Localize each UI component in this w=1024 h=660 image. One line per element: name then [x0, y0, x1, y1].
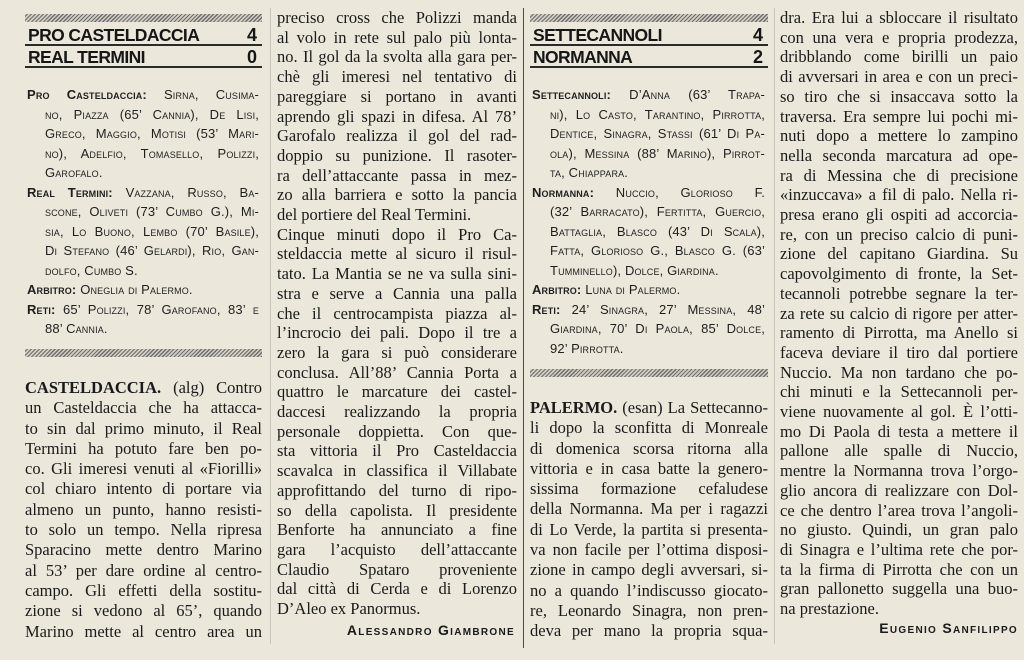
body-line	[780, 126, 1018, 146]
body-text: Claudio Spataro proveniente	[277, 559, 517, 579]
body-text: «inzuccava» a fil di palo. Nella ri-	[780, 185, 1018, 205]
lineup-text: Vazzana, Russo, Ba-	[125, 184, 259, 200]
body-text: ta la firma di Pirrotta che con un	[780, 559, 1018, 579]
lineup-text: Giardina, 70’ Di Paola, 85’ Dolce,	[550, 321, 765, 336]
lineup-line	[27, 124, 259, 144]
body-text: di Lo Verde, la partita si presenta-	[530, 519, 768, 539]
lineup-text: no, Piazza (65’ Cannia), De Lisi,	[45, 106, 259, 122]
body-text: ce che dentro l’area trova l’angoli-	[780, 500, 1018, 520]
body-line	[780, 264, 1018, 284]
match-lineup	[532, 85, 765, 358]
article-body-column	[25, 378, 262, 642]
body-line	[780, 579, 1018, 599]
body-text: col chiaro intento di portare via	[25, 479, 262, 499]
body-text: della Normanna. Ma per i ragazzi	[530, 499, 768, 519]
team-name: NORMANNA	[533, 47, 633, 67]
body-line	[530, 479, 768, 499]
body-text: Sparacino mette dentro Marino	[25, 540, 262, 560]
body-line	[530, 621, 768, 641]
body-text: pareggiare si portano in avanti	[277, 86, 517, 106]
body-text: Marino mette al centro area un	[25, 621, 262, 641]
body-text: zione si vedono al 65’, quando	[25, 601, 262, 621]
body-line	[780, 146, 1018, 166]
hatched-rule	[25, 14, 262, 22]
lineup-line	[532, 241, 765, 261]
lineup-label: Pro Casteldaccia:	[27, 87, 147, 102]
lineup-label: Arbitro:	[532, 282, 582, 297]
body-text: dribblando come birilli un paio	[780, 47, 1018, 67]
body-line	[780, 205, 1018, 225]
body-line	[780, 481, 1018, 501]
lineup-text: 65’ Polizzi, 78’ Garofano, 83’ e	[62, 301, 259, 317]
body-line	[780, 107, 1018, 127]
body-line	[277, 185, 517, 205]
team-score: 4	[246, 25, 257, 45]
body-text: to sin dal primo minuto, il Real	[25, 418, 262, 438]
body-line	[530, 439, 768, 459]
lineup-paragraph	[27, 183, 259, 281]
body-text: presa erano gli ospiti ad accorcia-	[780, 205, 1018, 225]
body-text: mo Di Paola di testa a mettere il	[780, 421, 1018, 441]
body-text: D’Aleo ex Panormus.	[277, 599, 421, 619]
body-text: Cinque minuti dopo il Pro Ca-	[277, 224, 517, 244]
body-text: so tiro che si insaccava sotto la	[780, 86, 1018, 106]
body-text: li dopo la sconfitta di Monreale	[530, 418, 768, 438]
lineup-text: Sirna, Cusima-	[163, 87, 260, 102]
body-line	[530, 398, 768, 418]
body-line	[780, 244, 1018, 264]
body-line	[277, 107, 517, 127]
article-body-column	[277, 8, 517, 619]
lineup-line	[532, 339, 765, 359]
body-line	[277, 363, 517, 383]
lineup-text: Nuccio, Glorioso F.	[615, 184, 765, 200]
lineup-line	[27, 319, 259, 339]
team-row-away	[25, 47, 262, 68]
lineup-text: Tumminello), Dolce, Giardina.	[550, 262, 719, 278]
team-name: PRO CASTELDACCIA	[28, 25, 200, 45]
body-line	[277, 579, 517, 599]
body-text: sissima formazione cefaludese	[530, 479, 768, 499]
lineup-line	[27, 85, 259, 105]
lineup-paragraph	[532, 85, 765, 183]
lineup-text: Luna di Palermo.	[585, 282, 681, 297]
lineup-paragraph	[532, 183, 765, 281]
lineup-line	[27, 105, 259, 125]
body-text: l’incrocio dei pali. Dopo il tre a	[277, 323, 517, 343]
lineup-label: Arbitro:	[27, 282, 77, 297]
body-text: co. Gli imeresi venuti al «Fiorilli»	[25, 459, 262, 479]
lineup-line	[532, 222, 765, 242]
body-text: so della capolista. Il presidente	[277, 500, 517, 520]
body-line	[780, 363, 1018, 383]
body-line	[780, 461, 1018, 481]
body-text: stra e serve a Cannia una palla	[277, 283, 517, 303]
lineup-text: Oneglia di Palermo.	[80, 282, 193, 297]
body-text: no. Il gol da la svolta alla gara per-	[277, 47, 517, 67]
body-line	[277, 599, 517, 619]
body-line	[530, 520, 768, 540]
lineup-paragraph	[27, 300, 259, 339]
body-text: doppio su punizione. Il rasoter-	[277, 145, 517, 165]
body-line	[277, 481, 517, 501]
body-text: almeno un punto, hanno resisti-	[25, 499, 262, 519]
lineup-line	[532, 163, 765, 183]
body-text: campo. Gli effetti della sostitu-	[25, 580, 262, 600]
body-line	[25, 601, 262, 621]
body-line	[25, 398, 262, 418]
body-line	[530, 581, 768, 601]
body-text: quattro le marcature dei castel-	[277, 382, 517, 402]
body-text: aprendo gli spazi in difesa. Al 78’	[277, 106, 517, 126]
body-line	[780, 284, 1018, 304]
body-text: al 53’ per dare ordine al centro-	[25, 560, 262, 580]
body-text: conclusa. All’88’ Cannia Porta a	[277, 362, 517, 382]
body-text: steldaccia mette al sicuro il risul-	[277, 244, 517, 264]
body-line	[780, 8, 1018, 28]
body-text: di avversari in area e con un preci-	[780, 67, 1018, 87]
lineup-line	[27, 183, 259, 203]
body-text: dal città di Cerda e di Lorenzo	[277, 579, 517, 599]
body-text: nella seconda marcatura ad ope-	[780, 145, 1018, 165]
body-text: chi minuti e la Settecannoli per-	[780, 382, 1018, 402]
body-text: zione in campo degli avversari, si-	[530, 560, 768, 580]
body-line	[780, 28, 1018, 48]
body-text: Termini ha potuto fare ben po-	[25, 438, 262, 458]
lineup-line	[532, 261, 765, 281]
lineup-text: Battaglia, Blasco (43’ Di Scala),	[550, 223, 765, 239]
match-lineup	[27, 85, 259, 339]
lineup-text: ola), Messina (88’ Marino), Pirrot-	[550, 145, 765, 161]
body-line	[530, 560, 768, 580]
body-line	[25, 622, 262, 642]
lineup-line	[532, 85, 765, 105]
team-score: 0	[246, 47, 257, 67]
body-text: deva per mano la propria squa-	[530, 621, 768, 641]
lineup-label: Settecannoli:	[532, 87, 611, 102]
body-text: ramento di Pirrotta, ma Anello si	[780, 323, 1018, 343]
body-text: scavalca in classifica il Villabate	[277, 461, 517, 481]
body-line	[277, 8, 517, 28]
body-text: to solo un tempo. Nella ripresa	[25, 520, 262, 540]
body-line	[780, 560, 1018, 580]
lineup-line	[27, 144, 259, 164]
body-text: di Sinagra e l’ultima rete che por-	[780, 539, 1018, 559]
lineup-line	[27, 300, 259, 320]
body-line	[277, 205, 517, 225]
body-text: zione del capitano Giardina. Su	[780, 244, 1018, 264]
lineup-label: Reti:	[532, 301, 561, 317]
hatched-rule	[25, 349, 262, 357]
body-text: di domenica scorsa ritorna alla	[530, 438, 768, 458]
body-text: zero la gara si può considerare	[277, 342, 517, 362]
article-body-column	[530, 398, 768, 642]
body-text: Garofalo realizza il gol del rad-	[277, 126, 517, 146]
body-text: capovolgimento di fronte, la Set-	[780, 264, 1018, 284]
body-line	[780, 402, 1018, 422]
body-line	[277, 47, 517, 67]
lineup-paragraph	[532, 280, 765, 300]
body-line	[780, 540, 1018, 560]
body-line	[25, 561, 262, 581]
body-line	[530, 601, 768, 621]
body-line	[780, 501, 1018, 521]
lineup-line	[532, 280, 765, 300]
lineup-line	[27, 222, 259, 242]
lineup-text: ni), Lo Casto, Tarantino, Pirrotta,	[550, 106, 765, 122]
lineup-text: (32’ Barracato), Fertitta, Guercio,	[550, 204, 765, 219]
body-line	[780, 323, 1018, 343]
body-text: preciso cross che Polizzi manda	[277, 8, 517, 27]
team-row-home	[530, 25, 768, 46]
body-text: gran pallonetto suggella una buo-	[780, 579, 1018, 599]
lineup-text: 88’ Cannia.	[45, 321, 108, 336]
body-text: traversa. Era sempre lui pochi mi-	[780, 106, 1018, 126]
body-text: ra di Messina che di precisione	[780, 165, 1018, 185]
body-text: re, con un preciso calcio di puni-	[780, 224, 1018, 244]
lineup-label: Reti:	[27, 301, 56, 317]
body-line	[780, 520, 1018, 540]
lineup-line	[532, 144, 765, 164]
body-line	[780, 343, 1018, 363]
body-line	[277, 560, 517, 580]
body-text: con una vera e propria prodezza,	[780, 27, 1018, 47]
body-line	[277, 304, 517, 324]
lineup-text: no), Adelfio, Tomasello, Polizzi,	[45, 145, 259, 161]
article-body-column	[780, 8, 1018, 619]
lineup-line	[532, 105, 765, 125]
lineup-line	[27, 163, 259, 183]
body-text: vittoria e in casa batte la genero-	[530, 458, 768, 478]
lineup-label: Normanna:	[532, 184, 595, 200]
body-line	[277, 264, 517, 284]
body-line	[530, 540, 768, 560]
body-text: faceva deviare il tiro dal portiere	[780, 342, 1018, 362]
body-line	[780, 47, 1018, 67]
lineup-text: D’Anna (63’ Trapa-	[629, 87, 766, 102]
body-text: un Casteldaccia che ha attacca-	[25, 398, 262, 418]
body-line	[780, 422, 1018, 442]
body-text: (esan) La Settecanno-	[622, 398, 769, 417]
body-line	[277, 343, 517, 363]
body-line	[530, 499, 768, 519]
author-byline: Alessandro Giambrone	[346, 622, 515, 638]
body-line	[277, 441, 517, 461]
body-text: viene nuovamente al gol. È l’otti-	[780, 402, 1018, 422]
author-byline: Eugenio Sanfilippo	[879, 620, 1018, 636]
lineup-line	[27, 241, 259, 261]
dateline: PALERMO.	[530, 398, 618, 417]
body-line	[25, 520, 262, 540]
team-score: 4	[752, 25, 763, 45]
body-text: al volo in rete sul palo più lonta-	[277, 27, 517, 47]
body-line	[277, 402, 517, 422]
lineup-text: Greco, Maggio, Motisi (53’ Mari-	[45, 126, 259, 141]
body-line	[780, 87, 1018, 107]
body-line	[780, 382, 1018, 402]
body-line	[530, 459, 768, 479]
body-text: no a quando l’indiscusso giocato-	[530, 580, 768, 600]
column-rule	[270, 8, 271, 644]
body-text: approfittando del turno di ripo-	[277, 480, 517, 500]
body-line	[780, 304, 1018, 324]
team-row-away	[530, 47, 768, 68]
dateline: CASTELDACCIA.	[25, 378, 162, 397]
body-text: personale doppietta. Con que-	[277, 421, 517, 441]
body-text: daccesi realizzando la propria	[277, 402, 517, 422]
column-rule	[523, 8, 524, 648]
lineup-text: scone, Oliveti (73’ Cumbo G.), Mi-	[45, 204, 259, 219]
lineup-line	[532, 319, 765, 339]
hatched-rule	[530, 14, 768, 22]
body-text: ra dell’attaccante passa in mez-	[277, 165, 517, 185]
body-text: Nuccio. Ma non tardano che po-	[780, 362, 1018, 382]
lineup-text: Di Stefano (46’ Gelardi), Rio, Gan-	[45, 243, 259, 258]
body-line	[780, 166, 1018, 186]
lineup-text: 24’ Sinagra, 27’ Messina, 48’	[571, 301, 765, 317]
body-line	[780, 67, 1018, 87]
body-line	[277, 146, 517, 166]
body-line	[25, 439, 262, 459]
lineup-paragraph	[27, 85, 259, 183]
team-name: SETTECANNOLI	[533, 25, 662, 45]
lineup-paragraph	[27, 280, 259, 300]
body-line	[277, 244, 517, 264]
lineup-text: dolfo, Cumbo S.	[45, 262, 138, 278]
body-line	[780, 225, 1018, 245]
lineup-text: Garofalo.	[45, 165, 103, 180]
body-line	[530, 418, 768, 438]
team-row-home	[25, 25, 262, 46]
body-line	[25, 479, 262, 499]
body-line	[780, 599, 1018, 619]
body-text: sta vittoria il Pro Casteldaccia	[277, 441, 517, 461]
body-line	[277, 520, 517, 540]
body-line	[25, 540, 262, 560]
body-line	[277, 225, 517, 245]
body-text: na prestazione.	[780, 599, 879, 619]
body-line	[25, 581, 262, 601]
lineup-text: ta, Chiappara.	[550, 165, 629, 180]
body-line	[277, 67, 517, 87]
body-text: glio ancora di realizzare con Dol-	[780, 480, 1018, 500]
body-line	[277, 87, 517, 107]
body-line	[277, 126, 517, 146]
lineup-text: sia, Lo Buono, Lembo (70’ Basile),	[45, 223, 259, 239]
team-score: 2	[752, 47, 763, 67]
body-text: gara l’acquisto dell’attaccante	[277, 539, 517, 559]
body-text: tato. La Mantia se ne va sulla sini-	[277, 264, 517, 284]
body-text: nuti dopo a mettere lo zampino	[780, 126, 1018, 146]
body-text: Benforte ha annunciato a fine	[277, 520, 517, 540]
body-text: (alg) Contro	[173, 378, 263, 397]
lineup-line	[532, 300, 765, 320]
body-line	[780, 185, 1018, 205]
lineup-text: 92’ Pirrotta.	[550, 340, 624, 356]
body-text: chè gli imeresi nel tentativo di	[277, 67, 517, 87]
body-line	[277, 284, 517, 304]
lineup-line	[532, 183, 765, 203]
body-text: va non facile per l’ottima disposi-	[530, 540, 768, 560]
body-text: tecannoli potrebbe segnare la ter-	[780, 283, 1018, 303]
lineup-line	[532, 124, 765, 144]
body-line	[25, 459, 262, 479]
body-line	[780, 441, 1018, 461]
body-line	[277, 323, 517, 343]
body-line	[25, 419, 262, 439]
body-line	[277, 461, 517, 481]
body-line	[277, 540, 517, 560]
lineup-paragraph	[532, 300, 765, 359]
lineup-line	[27, 280, 259, 300]
body-line	[277, 501, 517, 521]
body-line	[25, 500, 262, 520]
column-rule	[774, 8, 775, 644]
body-text: che il centrocampista piazza al-	[277, 303, 517, 323]
lineup-text: Dentice, Sinagra, Stassi (61’ Di Pa-	[550, 126, 765, 141]
body-line	[277, 422, 517, 442]
body-line	[277, 166, 517, 186]
body-text: za rete su calcio di rigore per atter-	[780, 303, 1018, 323]
body-text: dra. Era lui a sbloccare il risultato	[780, 8, 1018, 27]
lineup-line	[532, 202, 765, 222]
body-text: del portiere del Real Termini.	[277, 205, 472, 225]
body-line	[277, 28, 517, 48]
lineup-line	[27, 261, 259, 281]
body-text: no giusto. Quindi, un gran palo	[780, 520, 1018, 540]
hatched-rule	[530, 369, 768, 377]
body-text: zo alla barriera e sotto la pancia	[277, 185, 517, 205]
body-line	[25, 378, 262, 398]
body-text: re, Leonardo Sinagra, non pren-	[530, 600, 768, 620]
lineup-line	[27, 202, 259, 222]
body-text: pallone alle spalle di Nuccio,	[780, 441, 1018, 461]
team-name: REAL TERMINI	[28, 47, 145, 67]
body-line	[277, 382, 517, 402]
lineup-text: Fatta, Glorioso G., Blasco G. (63’	[550, 243, 765, 258]
lineup-label: Real Termini:	[27, 184, 113, 200]
body-text: mentre la Normanna trova l’orgo-	[780, 461, 1018, 481]
